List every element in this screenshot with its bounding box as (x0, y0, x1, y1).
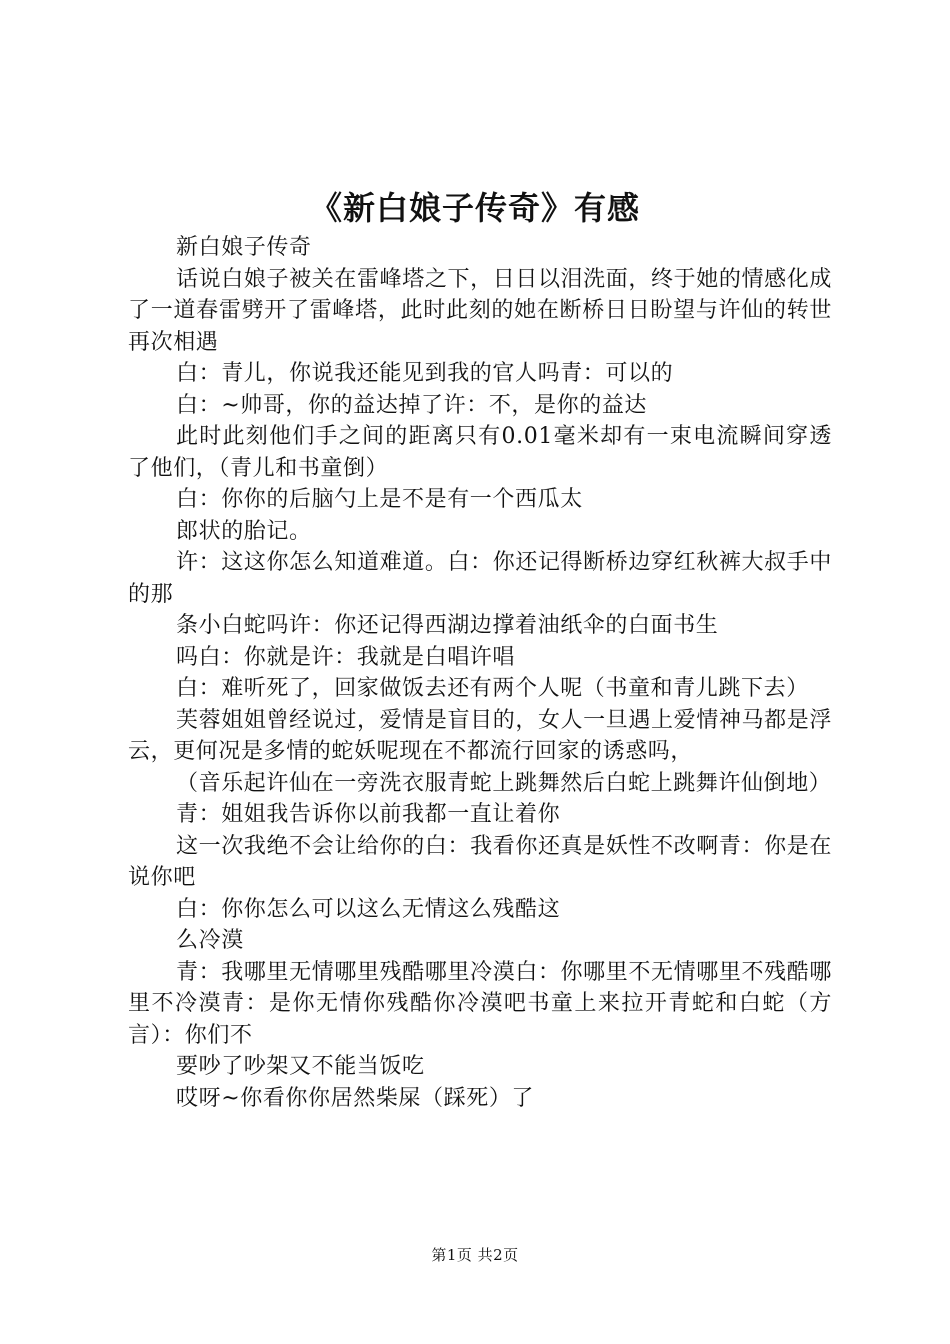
paragraph: 此时此刻他们手之间的距离只有0.01毫米却有一束电流瞬间穿透了他们，（青儿和书童倒） (128, 424, 832, 481)
paragraph: 郎状的胎记。 (176, 518, 312, 544)
document-body (128, 232, 832, 1114)
paragraph: 么冷漠 (176, 928, 244, 953)
paragraph: 青：姐姐我告诉你以前我都一直让着你 (176, 802, 561, 827)
paragraph: 白：难听死了，回家做饭去还有两个人呢（书童和青儿跳下去） (176, 676, 809, 701)
paragraph: 条小白蛇吗许：你还记得西湖边撑着油纸伞的白面书生 (176, 613, 719, 638)
paragraph: 新白娘子传奇 (176, 235, 312, 260)
paragraph: 白：你你的后脑勺上是不是有一个西瓜太 (176, 487, 583, 512)
paragraph: 许：这这你怎么知道难道。白：你还记得断桥边穿红秋裤大叔手中的那 (128, 550, 832, 607)
paragraph: （音乐起许仙在一旁洗衣服青蛇上跳舞然后白蛇上跳舞许仙倒地） (176, 770, 832, 796)
paragraph: 要吵了吵架又不能当饭吃 (176, 1054, 425, 1079)
paragraph: 这一次我绝不会让给你的白：我看你还真是妖性不改啊青：你是在说你吧 (128, 833, 832, 890)
paragraph: 吗白：你就是许：我就是白唱许唱 (176, 644, 516, 670)
paragraph: 哎呀~你看你你居然柴屎（踩死）了 (176, 1085, 535, 1111)
document-title: 《新白娘子传奇》有感 (309, 189, 640, 227)
paragraph: 白：青儿，你说我还能见到我的官人吗青：可以的 (176, 361, 674, 386)
paragraph: 白：你你怎么可以这么无情这么残酷这 (176, 896, 561, 922)
paragraph: 青：我哪里无情哪里残酷哪里冷漠白：你哪里不无情哪里不残酷哪里不冷漠青：是你无情你残酷你冷漠吧书童上来拉开青蛇和白蛇（方言）：你们不 (128, 959, 832, 1048)
paragraph: 白：~帅哥，你的益达掉了许：不，是你的益达 (176, 392, 648, 418)
paragraph: 芙蓉姐姐曾经说过，爱情是盲目的，女人一旦遇上爱情神马都是浮云，更何况是多情的蛇妖呢现在不都流行回家的诱惑吗， (128, 707, 832, 764)
paragraph: 话说白娘子被关在雷峰塔之下，日日以泪洗面，终于她的情感化成了一道春雷劈开了雷峰塔，此时此刻的她在断桥日日盼望与许仙的转世再次相遇 (128, 266, 832, 355)
page-footer: 第1页 共2页 (431, 1246, 519, 1264)
